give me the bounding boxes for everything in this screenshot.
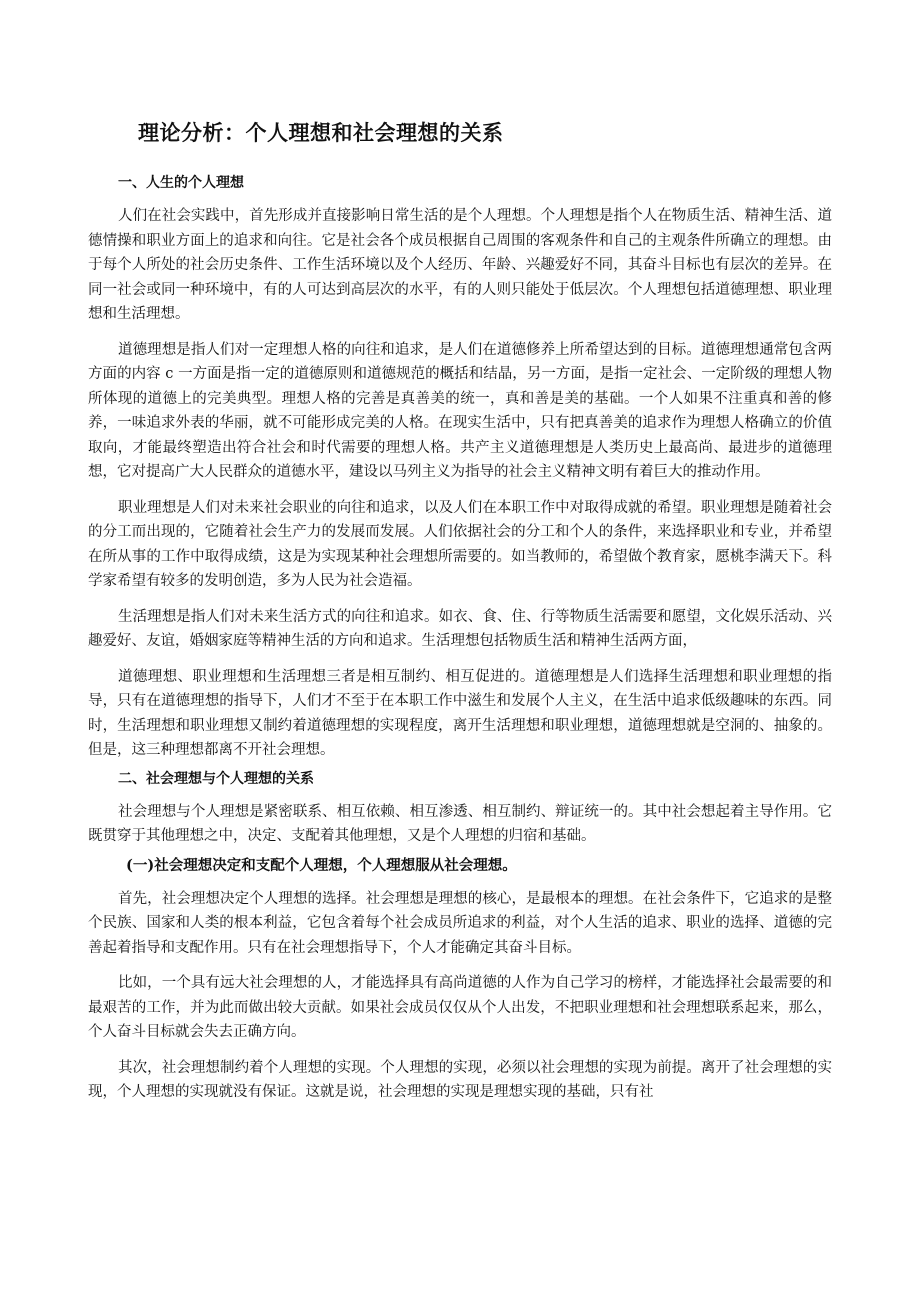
paragraph: 职业理想是人们对未来社会职业的向往和追求，以及人们在本职工作中对取得成就的希望。职业理想是随着社会的分工而出现的，它随着社会生产力的发展而发展。人们依据社会的分工和个人的条件，来选择职业和专业，并希望在所从事的工作中取得成绩，这是为实现某种社会理想所需要的。如当教师的，希望做个教育家，愿桃李满天下。科学家希望有较多的发明创造，多为人民为社会造福。 [88, 499, 832, 589]
paragraph: 人们在社会实践中，首先形成并直接影响日常生活的是个人理想。个人理想是指个人在物质生活、精神生活、道德情操和职业方面上的追求和向往。它是社会各个成员根据自己周围的客观条件和自己的主观条件所确立的理想。由于每个人所处的社会历史条件、工作生活环境以及个人经历、年龄、兴趣爱好不同，其奋斗目标也有层次的差异。在同一社会或同一种环境中，有的人可达到高层次的水平，有的人则只能处于低层次。个人理想包括道德理想、职业理想和生活理想。 [88, 208, 832, 322]
paragraph: 道德理想、职业理想和生活理想三者是相互制约、相互促进的。道德理想是人们选择生活理想和职业理想的指导，只有在道德理想的指导下，人们才不至于在本职工作中滋生和发展个人主义，在生活中追求低级趣味的东西。同时，生活理想和职业理想又制约着道德理想的实现程度，离开生活理想和职业理想，道德理想就是空洞的、抽象的。但是，这三种理想都离不开社会理想。 [88, 668, 832, 758]
paragraph: 道德理想是指人们对一定理想人格的向往和追求，是人们在道德修养上所希望达到的目标。道德理想通常包含两方面的内容 c 一方面是指一定的道德原则和道德规范的概括和结晶，另一方面，是指一定社会、一定阶级的理想人物所体现的道德上的完美典型。理想人格的完善是真善美的统一，真和善是美的基础。一个人如果不注重真和善的修养，一味追求外表的华丽，就不可能形成完美的人格。在现实生活中，只有把真善美的追求作为理想人格确立的价值取向，才能最终塑造出符合社会和时代需要的理想人格。共产主义道德理想是人类历史上最高尚、最进步的道德理想，它对提高广大人民群众的道德水平，建设以马列主义为指导的社会主义精神文明有着巨大的推动作用。 [88, 341, 832, 480]
paragraph: 生活理想是指人们对未来生活方式的向往和追求。如衣、食、住、行等物质生活需要和愿望，文化娱乐活动、兴趣爱好、友谊，婚姻家庭等精神生活的方向和追求。生活理想包括物质生活和精神生活两方面， [88, 608, 832, 649]
section-heading-personal-ideal: 一、人生的个人理想 [118, 175, 244, 191]
paragraph: 其次，社会理想制约着个人理想的实现。个人理想的实现，必须以社会理想的实现为前提。离开了社会理想的实现，个人理想的实现就没有保证。这就是说，社会理想的实现是理想实现的基础，只有社 [88, 1059, 832, 1100]
section-heading-relationship: 二、社会理想与个人理想的关系 [118, 770, 314, 787]
paragraph: 比如，一个具有远大社会理想的人，才能选择具有高尚道德的人作为自己学习的榜样，才能选择社会最需要的和最艰苦的工作，并为此而做出较大贡献。如果社会成员仅仅从个人出发，不把职业理想和社会理想联系起来，那么，个人奋斗目标就会失去正确方向。 [88, 975, 832, 1040]
document-page [88, 118, 832, 1105]
paragraph: 社会理想与个人理想是紧密联系、相互依赖、相互渗透、相互制约、辩证统一的。其中社会想起着主导作用。它既贯穿于其他理想之中，决定、支配着其他理想，又是个人理想的归宿和基础。 [88, 803, 832, 844]
paragraph: 首先，社会理想决定个人理想的选择。社会理想是理想的核心，是最根本的理想。在社会条件下，它追求的是整个民族、国家和人类的根本利益，它包含着每个社会成员所追求的利益，对个人生活的追求、职业的选择、道德的完善起着指导和支配作用。只有在社会理想指导下，个人才能确定其奋斗目标。 [88, 890, 832, 956]
subsection-heading: (一)社会理想决定和支配个人理想，个人理想服从社会理想。 [126, 856, 517, 874]
document-title: 理论分析：个人理想和社会理想的关系 [138, 120, 504, 145]
